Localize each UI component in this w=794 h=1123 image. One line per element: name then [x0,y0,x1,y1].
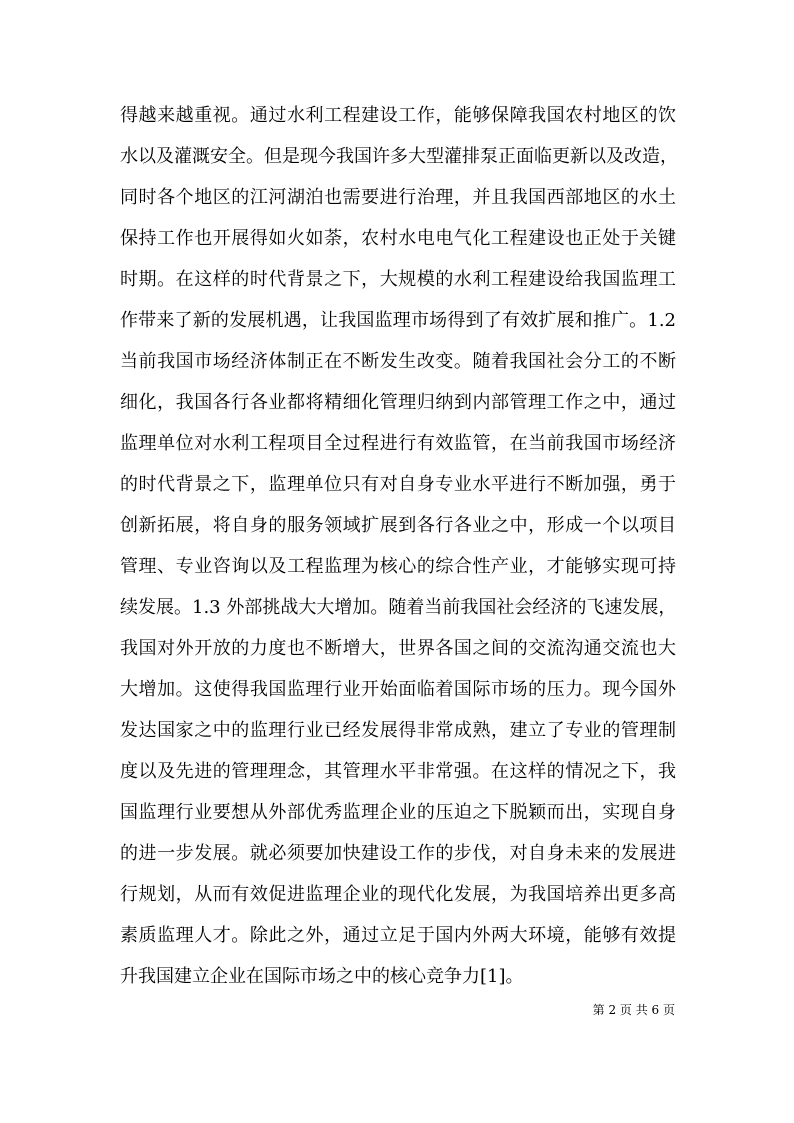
text-line: 保持工作也开展得如火如荼，农村水电电气化工程建设也正处于关键 [120,228,676,249]
page-number-footer: 第 2 页 共 6 页 [592,1003,675,1017]
text-line: 时期。在这样的时代背景之下，大规模的水利工程建设给我国监理工 [120,269,676,290]
text-line: 的进一步发展。就必须要加快建设工作的步伐，对自身未来的发展进 [120,843,676,864]
text-line: 行规划，从而有效促进监理企业的现代化发展，为我国培养出更多高 [120,884,676,905]
text-line: 的时代背景之下，监理单位只有对自身专业水平进行不断加强，勇于 [120,474,676,495]
text-line: 监理单位对水利工程项目全过程进行有效监管，在当前我国市场经济 [120,433,676,454]
text-line: 当前我国市场经济体制正在不断发生改变。随着我国社会分工的不断 [120,351,676,372]
text-line: 我国对外开放的力度也不断增大，世界各国之间的交流沟通交流也大 [120,638,676,659]
text-line: 国监理行业要想从外部优秀监理企业的压迫之下脱颖而出，实现自身 [120,802,676,823]
text-line: 细化，我国各行各业都将精细化管理归纳到内部管理工作之中，通过 [120,392,676,413]
text-line: 大增加。这使得我国监理行业开始面临着国际市场的压力。现今国外 [120,679,676,700]
text-line: 得越来越重视。通过水利工程建设工作，能够保障我国农村地区的饮 [120,105,676,126]
text-line: 同时各个地区的江河湖泊也需要进行治理，并且我国西部地区的水土 [120,187,676,208]
text-line: 创新拓展，将自身的服务领域扩展到各行各业之中，形成一个以项目 [120,515,676,536]
text-line: 续发展。1.3 外部挑战大大增加。随着当前我国社会经济的飞速发展， [120,597,677,618]
text-line: 管理、专业咨询以及工程监理为核心的综合性产业，才能够实现可持 [120,556,676,577]
body-paragraph [120,95,676,997]
text-line: 素质监理人才。除此之外，通过立足于国内外两大环境，能够有效提 [120,925,676,946]
text-line: 水以及灌溉安全。但是现今我国许多大型灌排泵正面临更新以及改造， [120,146,678,167]
text-line: 升我国建立企业在国际市场之中的核心竞争力[1]。 [120,966,524,987]
text-line: 作带来了新的发展机遇，让我国监理市场得到了有效扩展和推广。1.2 [120,310,676,331]
text-line: 发达国家之中的监理行业已经发展得非常成熟，建立了专业的管理制 [120,720,676,741]
text-line: 度以及先进的管理理念，其管理水平非常强。在这样的情况之下，我 [120,761,676,782]
